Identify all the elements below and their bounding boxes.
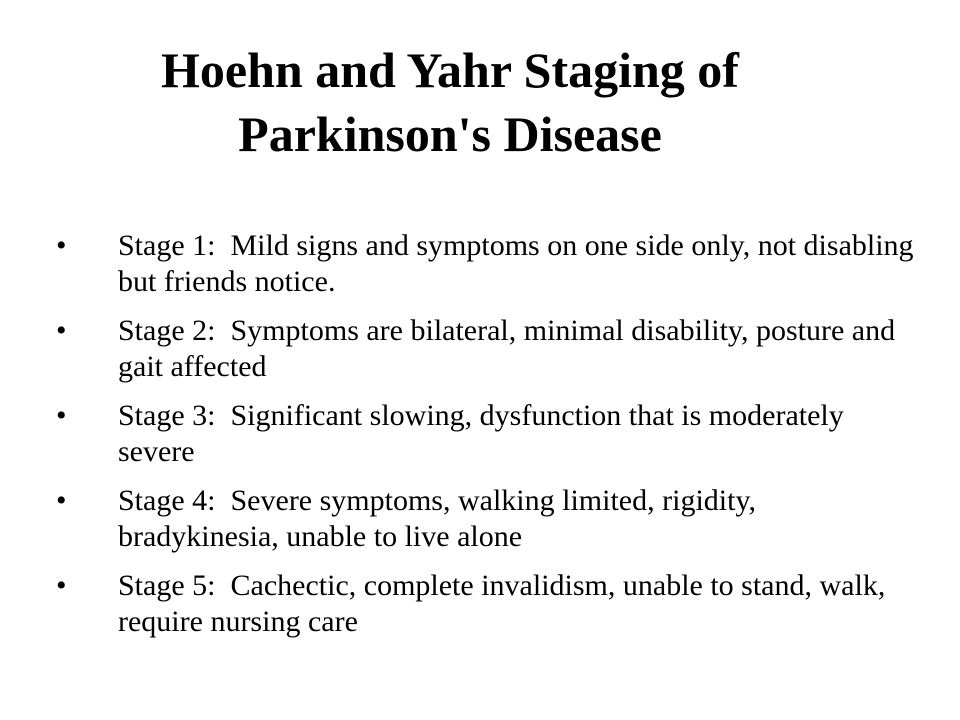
bullet-icon: • [56, 314, 67, 347]
stage-description: Significant slowing, dysfunction that is moderately severe [118, 399, 844, 468]
stage-item-1 [56, 228, 916, 300]
stage-label: Stage 5: [118, 569, 216, 602]
stage-item-3 [56, 398, 916, 470]
stage-item-2 [56, 313, 916, 385]
stage-description: Symptoms are bilateral, minimal disability, posture and gait affected [118, 314, 896, 383]
stage-list [56, 228, 916, 653]
bullet-icon: • [56, 569, 67, 602]
title-line-2: Parkinson's Disease [238, 106, 662, 162]
stage-description: Severe symptoms, walking limited, rigidity, bradykinesia, unable to live alone [118, 484, 756, 553]
bullet-icon: • [56, 229, 67, 262]
stage-item-5 [56, 568, 916, 640]
stage-label: Stage 3: [118, 399, 216, 432]
bullet-icon: • [56, 399, 67, 432]
stage-item-4 [56, 483, 916, 555]
stage-label: Stage 4: [118, 484, 216, 517]
stage-description: Mild signs and symptoms on one side only, not disabling but friends notice. [118, 229, 914, 298]
stage-description: Cachectic, complete invalidism, unable to stand, walk, require nursing care [118, 569, 886, 638]
title-line-1: Hoehn and Yahr Staging of [161, 42, 739, 98]
stage-label: Stage 2: [118, 314, 216, 347]
slide-title [80, 38, 820, 166]
bullet-icon: • [56, 484, 67, 517]
stage-label: Stage 1: [118, 229, 216, 262]
